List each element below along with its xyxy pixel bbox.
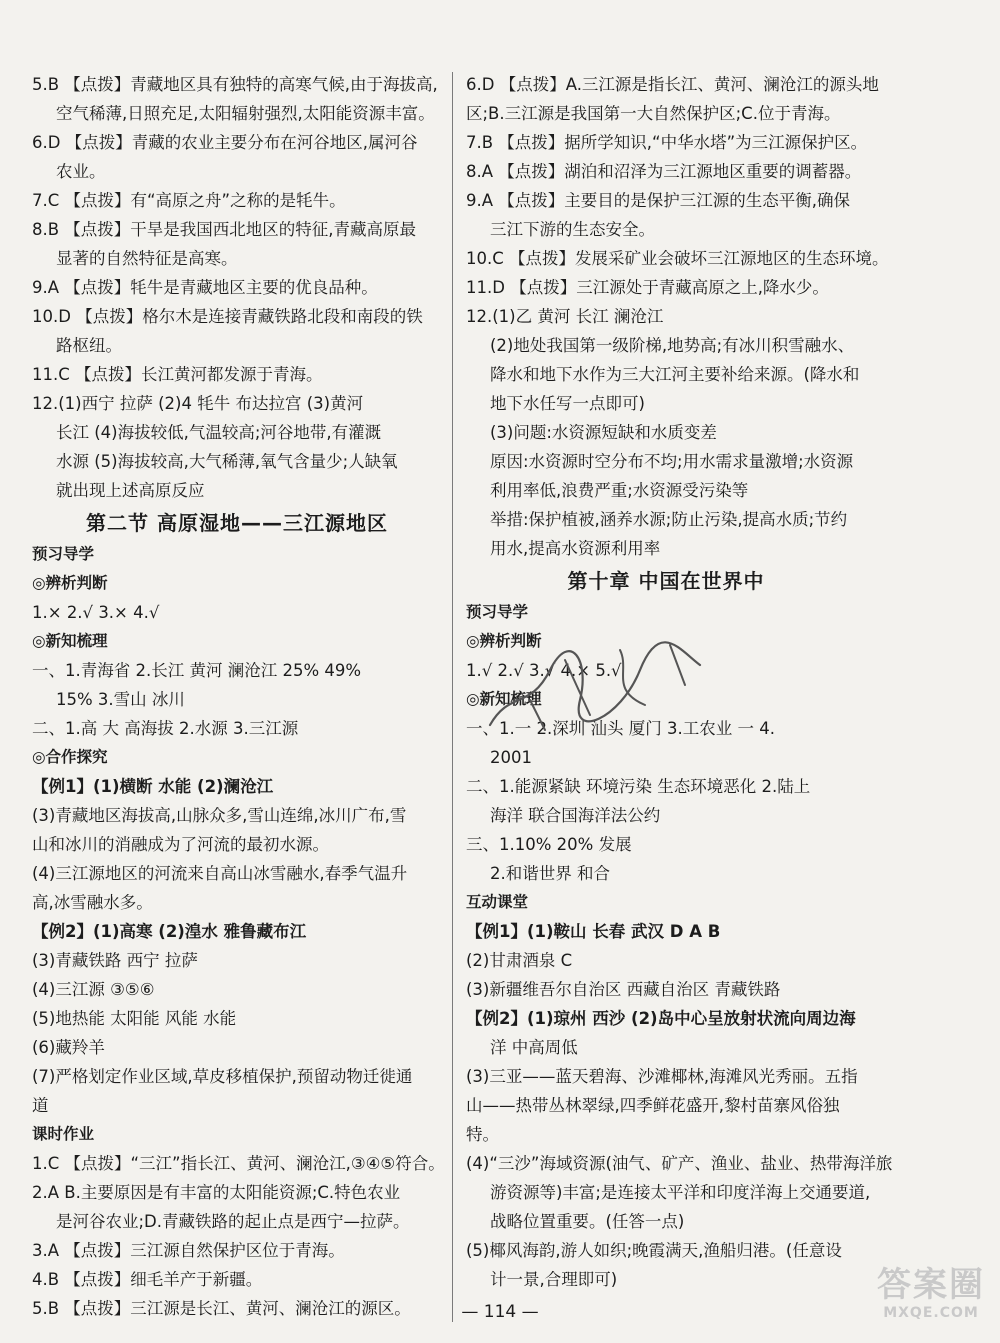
- answer-line: 【例1】(1)鞍山 长春 武汉 D A B: [466, 922, 721, 941]
- answer-line: 山——热带丛林翠绿,四季鲜花盛开,黎村苗寨风俗独: [466, 1096, 840, 1115]
- answer-line: 二、1.高 大 高海拔 2.水源 3.三江源: [32, 719, 299, 738]
- watermark-logo: [876, 1265, 986, 1333]
- section-judge-answers: 1.× 2.√ 3.× 4.√: [32, 603, 160, 622]
- chapter-preview-label: 预习导学: [466, 603, 529, 621]
- answer-line: 是河谷农业;D.青藏铁路的起止点是西宁—拉萨。: [56, 1212, 410, 1231]
- answer-line: 9.A 【点拨】主要目的是保护三江源的生态平衡,确保: [466, 191, 851, 210]
- answer-line: 12.(1)西宁 拉萨 (2)4 牦牛 布达拉宫 (3)黄河: [32, 394, 364, 413]
- answer-line: 高,冰雪融水多。: [32, 893, 153, 912]
- answer-line: 一、1.青海省 2.长江 黄河 澜沧江 25% 49%: [32, 661, 362, 680]
- answer-line: (7)严格划定作业区域,草皮移植保护,预留动物迁徙通: [32, 1067, 413, 1086]
- answer-line: 用水,提高水资源利用率: [490, 539, 661, 558]
- answer-line: 【例2】(1)琼州 西沙 (2)岛中心呈放射状流向周边海: [466, 1009, 856, 1028]
- answer-line: 一、1.一 2.深圳 汕头 厦门 3.工农业 一 4.: [466, 719, 775, 738]
- answer-line: 10.C 【点拨】发展采矿业会破坏三江源地区的生态环境。: [466, 249, 889, 268]
- answer-line: (5)椰风海韵,游人如织;晚霞满天,渔船归港。(任意设: [466, 1241, 842, 1260]
- answer-line: 农业。: [56, 162, 106, 181]
- answer-line: 【例2】(1)高寒 (2)湟水 雅鲁藏布江: [32, 922, 307, 941]
- answer-line: 水源 (5)海拔较高,大气稀薄,氧气含量少;人缺氧: [56, 452, 398, 471]
- answer-line: 山和冰川的消融成为了河流的最初水源。: [32, 835, 329, 854]
- column-divider: [452, 72, 453, 1322]
- answer-line: 12.(1)乙 黄河 长江 澜沧江: [466, 307, 664, 326]
- answer-line: (4)三江源地区的河流来自高山冰雪融水,春季气温升: [32, 864, 408, 883]
- section-homework: [32, 1149, 445, 1323]
- answer-line: (4)三江源 ③⑤⑥: [32, 980, 155, 999]
- answer-line: 计一景,合理即可): [490, 1270, 618, 1289]
- answer-line: (6)藏羚羊: [32, 1038, 105, 1057]
- answer-line: 11.C 【点拨】长江黄河都发源于青海。: [32, 365, 323, 384]
- answer-line: 10.D 【点拨】格尔木是连接青藏铁路北段和南段的铁: [32, 307, 423, 326]
- answer-line: 三、1.10% 20% 发展: [466, 835, 632, 854]
- answer-line: 利用率低,浪费严重;水资源受污染等: [490, 481, 749, 500]
- answer-line: 三江下游的生态安全。: [490, 220, 655, 239]
- answer-line: 【例1】(1)横断 水能 (2)澜沧江: [32, 777, 274, 796]
- left-answer-lines: [32, 70, 442, 505]
- chapter-new-knowledge-label: ◎新知梳理: [466, 690, 542, 708]
- answer-line: 6.D 【点拨】青藏的农业主要分布在河谷地区,属河谷: [32, 133, 418, 152]
- answer-line: 9.A 【点拨】牦牛是青藏地区主要的优良品种。: [32, 278, 378, 297]
- chapter-interactive-label: 互动课堂: [466, 893, 529, 911]
- answer-line: (3)青藏铁路 西宁 拉萨: [32, 951, 198, 970]
- chapter-interactive: [466, 917, 893, 1294]
- answer-line: 长江 (4)海拔较低,气温较高;河谷地带,有灌溉: [56, 423, 382, 442]
- answer-line: 7.B 【点拨】据所学知识,“中华水塔”为三江源保护区。: [466, 133, 868, 152]
- answer-line: 5.B 【点拨】青藏地区具有独特的高寒气候,由于海拔高,: [32, 75, 438, 94]
- answer-line: 11.D 【点拨】三江源处于青藏高原之上,降水少。: [466, 278, 829, 297]
- section-title: 第二节 高原湿地——三江源地区: [86, 511, 388, 535]
- chapter-judge-answers: 1.√ 2.√ 3.√ 4.× 5.√: [466, 661, 622, 680]
- answer-line: 道: [32, 1096, 49, 1115]
- answer-line: (3)青藏地区海拔高,山脉众多,雪山连绵,冰川广布,雪: [32, 806, 407, 825]
- answer-line: 4.B 【点拨】细毛羊产于新疆。: [32, 1270, 263, 1289]
- answer-line: 降水和地下水作为三大江河主要补给来源。(降水和: [490, 365, 860, 384]
- right-column: [466, 70, 893, 1294]
- chapter-title: 第十章 中国在世界中: [567, 569, 765, 593]
- section-cooperation-label: ◎合作探究: [32, 748, 108, 766]
- answer-line: (3)问题:水资源短缺和水质变差: [490, 423, 717, 442]
- section-new-knowledge-label: ◎新知梳理: [32, 632, 108, 650]
- answer-line: 8.B 【点拨】干旱是我国西北地区的特征,青藏高原最: [32, 220, 417, 239]
- answer-line: (2)甘肃酒泉 C: [466, 951, 573, 970]
- answer-line: 1.C 【点拨】“三江”指长江、黄河、澜沧江,③④⑤符合。: [32, 1154, 445, 1173]
- chapter-new-knowledge: [466, 714, 866, 888]
- answer-line: 海洋 联合国海洋法公约: [490, 806, 661, 825]
- answer-line: 15% 3.雪山 冰川: [56, 690, 185, 709]
- section-homework-label: 课时作业: [32, 1125, 95, 1143]
- answer-line: 战略位置重要。(任答一点): [490, 1212, 685, 1231]
- answer-line: 区;B.三江源是我国第一大自然保护区;C.位于青海。: [466, 104, 841, 123]
- answer-line: 游资源等)丰富;是连接太平洋和印度洋海上交通要道,: [490, 1183, 871, 1202]
- answer-line: (4)“三沙”海域资源(油气、矿产、渔业、盐业、热带海洋旅: [466, 1154, 893, 1173]
- answer-line: 2.A B.主要原因是有丰富的太阳能资源;C.特色农业: [32, 1183, 401, 1202]
- answer-line: 原因:水资源时空分布不均;用水需求量激增;水资源: [490, 452, 854, 471]
- answer-line: 二、1.能源紧缺 环境污染 生态环境恶化 2.陆上: [466, 777, 811, 796]
- section-new-knowledge: [32, 656, 442, 743]
- right-answer-lines: [466, 70, 889, 563]
- answer-line: 显著的自然特征是高寒。: [56, 249, 238, 268]
- left-column: [32, 70, 445, 1323]
- answer-line: 空气稀薄,日照充足,太阳辐射强烈,太阳能资源丰富。: [56, 104, 435, 123]
- answer-line: 2.和谐世界 和合: [490, 864, 610, 883]
- answer-line: (3)三亚——蓝天碧海、沙滩椰林,海滩风光秀丽。五指: [466, 1067, 858, 1086]
- section-judge-label: ◎辨析判断: [32, 574, 108, 592]
- answer-line: 5.B 【点拨】三江源是长江、黄河、澜沧江的源区。: [32, 1299, 411, 1318]
- answer-line: (3)新疆维吾尔自治区 西藏自治区 青藏铁路: [466, 980, 781, 999]
- section-preview-label: 预习导学: [32, 545, 95, 563]
- answer-line: 6.D 【点拨】A.三江源是指长江、黄河、澜沧江的源头地: [466, 75, 879, 94]
- page-number: — 114 —: [461, 1302, 539, 1322]
- answer-line: 特。: [466, 1125, 499, 1144]
- watermark-sub: MXQE.COM: [883, 1305, 979, 1321]
- section-cooperation: [32, 772, 442, 1120]
- answer-line: (5)地热能 太阳能 风能 水能: [32, 1009, 237, 1028]
- answer-line: (2)地处我国第一级阶梯,地势高;有冰川积雪融水、: [490, 336, 855, 355]
- watermark-main: 答案圈: [877, 1265, 985, 1305]
- answer-line: 3.A 【点拨】三江源自然保护区位于青海。: [32, 1241, 345, 1260]
- answer-line: 路枢纽。: [56, 336, 122, 355]
- answer-line: 举措:保护植被,涵养水源;防止污染,提高水质;节约: [490, 510, 848, 529]
- chapter-judge-label: ◎辨析判断: [466, 632, 542, 650]
- answer-line: 8.A 【点拨】湖泊和沼泽为三江源地区重要的调蓄器。: [466, 162, 862, 181]
- answer-line: 洋 中高周低: [490, 1038, 578, 1057]
- answer-line: 7.C 【点拨】有“高原之舟”之称的是牦牛。: [32, 191, 346, 210]
- answer-line: 2001: [490, 748, 532, 767]
- answer-line: 就出现上述高原反应: [56, 481, 205, 500]
- answer-line: 地下水任写一点即可): [490, 394, 645, 413]
